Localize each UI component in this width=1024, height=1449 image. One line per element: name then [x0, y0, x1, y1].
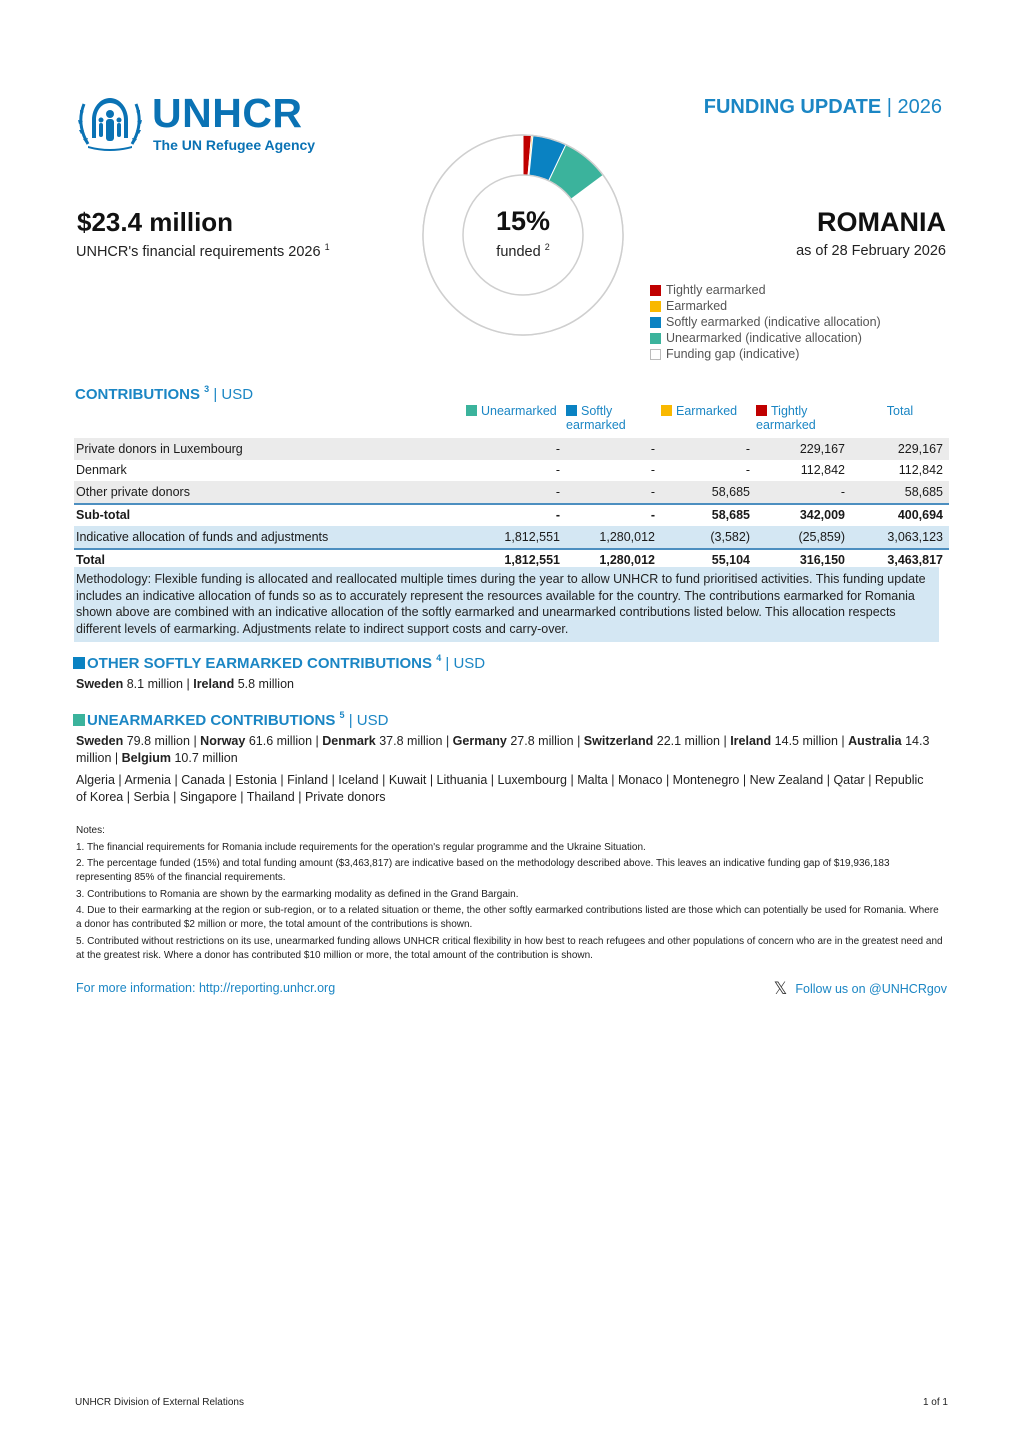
donor-name: Finland — [287, 773, 329, 787]
chart-legend — [650, 282, 881, 362]
separator: | — [864, 773, 875, 787]
follow-link[interactable] — [774, 979, 947, 999]
donor-entry — [322, 734, 442, 748]
donor-name: Monaco — [617, 773, 663, 787]
donor-name: Iceland — [338, 773, 379, 787]
separator: | — [739, 773, 750, 787]
donor-name: Ireland — [193, 677, 235, 691]
donor-amount: 14.5 million — [774, 734, 838, 748]
donor-name: Sweden — [76, 734, 124, 748]
legend-swatch — [650, 301, 661, 312]
softly-earmarked-title — [73, 655, 485, 672]
unhcr-emblem-icon — [74, 94, 146, 152]
table-row — [74, 504, 949, 527]
cell-value: 55,104 — [661, 549, 756, 572]
as-of-date: as of 28 February 2026 — [796, 243, 946, 259]
separator: | — [607, 773, 618, 787]
note-item: 1. The financial requirements for Romania include requirements for the operation's regular programme and the Ukraine Situation. — [76, 841, 646, 853]
table-row — [74, 460, 949, 482]
cell-value: - — [661, 460, 756, 482]
donor-entry — [730, 734, 838, 748]
donor-entry — [76, 677, 183, 691]
cell-value: (3,582) — [661, 526, 756, 549]
donor-amount: 79.8 million — [126, 734, 190, 748]
donor-name: Algeria — [76, 773, 115, 787]
cell-value: 58,685 — [851, 481, 949, 504]
cell-value: 1,812,551 — [466, 549, 566, 572]
cell-value: 229,167 — [851, 438, 949, 460]
cell-value: 3,063,123 — [851, 526, 949, 549]
cell-value: - — [566, 504, 661, 527]
cell-value: 3,463,817 — [851, 549, 949, 572]
donor-name: Luxembourg — [497, 773, 567, 787]
separator: | — [328, 773, 339, 787]
cell-value: 112,842 — [851, 460, 949, 482]
table-row — [74, 481, 949, 504]
legend-item-softly-earmarked — [650, 314, 881, 330]
donor-name: Armenia — [124, 773, 171, 787]
separator: | — [276, 773, 288, 787]
donor-name: Denmark — [322, 734, 376, 748]
more-info-link[interactable]: For more information: http://reporting.unhcr.org — [76, 981, 336, 995]
cell-value: 58,685 — [661, 504, 756, 527]
contributions-title-text: CONTRIBUTIONS — [75, 386, 200, 403]
donor-name: Malta — [577, 773, 608, 787]
donor-entry — [584, 734, 720, 748]
legend-swatch — [650, 333, 661, 344]
column-label: Unearmarked — [481, 404, 557, 418]
cell-value: 342,009 — [756, 504, 851, 527]
donor-amount: 22.1 million — [656, 734, 720, 748]
row-label: Denmark — [74, 460, 466, 482]
footer-division: UNHCR Division of External Relations — [75, 1397, 244, 1408]
column-header — [74, 404, 466, 438]
donor-amount: 27.8 million — [510, 734, 574, 748]
donor-amount: 10.7 million — [174, 751, 238, 765]
donor-name: Qatar — [833, 773, 865, 787]
requirements-label-text: UNHCR's financial requirements 2026 — [76, 244, 321, 260]
table-row — [74, 438, 949, 460]
row-label: Sub-total — [74, 504, 466, 527]
donor-name: New Zealand — [749, 773, 824, 787]
funded-label-text: funded — [496, 244, 541, 260]
funding-update-title — [704, 96, 942, 119]
separator: | — [573, 734, 584, 748]
unearmarked-unit: | USD — [348, 712, 389, 729]
cell-value: 1,280,012 — [566, 549, 661, 572]
softly-unit: | USD — [445, 655, 486, 672]
requirements-amount: $23.4 million — [77, 207, 234, 237]
separator: | — [487, 773, 498, 787]
percent-funded: 15% — [495, 206, 551, 236]
donor-entry — [453, 734, 574, 748]
donor-amount: 5.8 million — [237, 677, 294, 691]
requirements-label — [76, 244, 330, 260]
column-header — [851, 404, 949, 438]
legend-label: Tightly earmarked — [666, 283, 766, 297]
cell-value: 316,150 — [756, 549, 851, 572]
separator: | — [378, 773, 389, 787]
contributions-title — [75, 386, 253, 403]
donor-name: Estonia — [235, 773, 277, 787]
row-label: Other private donors — [74, 481, 466, 504]
donor-name: Belgium — [121, 751, 171, 765]
donor-name: Germany — [452, 734, 507, 748]
methodology-note: Methodology: Flexible funding is allocated and reallocated multiple times during the year to allow UNHCR to fund prioritised activities. This funding update includes an indicative allocation of funds so as to accurately represent the resources available for the country. The contributions earmarked for Romania shown above are combined with an indicative allocation of the softly earmarked and unearmarked contributions listed below. This allocation respects different levels of earmarking. Adjustments relate to indirect support costs and carry-over. — [74, 567, 939, 642]
cell-value: 58,685 — [661, 481, 756, 504]
unearmarked-major-donors — [76, 733, 936, 767]
funding-year: 2026 — [897, 96, 942, 118]
unearmarked-footnote-ref: 5 — [339, 710, 345, 720]
unearmarked-swatch — [73, 714, 85, 726]
legend-label: Earmarked — [666, 299, 728, 313]
donor-name: Private donors — [304, 790, 386, 804]
funding-update-label: FUNDING UPDATE — [703, 96, 882, 118]
follow-text[interactable]: Follow us on @UNHCRgov — [795, 982, 947, 996]
legend-swatch — [650, 349, 661, 360]
donor-name: Singapore — [179, 790, 237, 804]
funded-label — [463, 244, 583, 260]
cell-value: 229,167 — [756, 438, 851, 460]
separator: | — [719, 734, 731, 748]
column-swatch — [756, 405, 767, 416]
separator: | — [111, 751, 122, 765]
donor-entry — [193, 677, 294, 691]
cell-value: - — [466, 460, 566, 482]
donor-name: Serbia — [133, 790, 170, 804]
note-item: 5. Contributed without restrictions on its use, unearmarked funding allows UNHCR critical flexibility in how best to reach refugees and other populations of concern who are in the greatest need and at the greatest risk. Where a donor has contributed $10 million or more, the total amount of the contribution is shown. — [76, 935, 943, 961]
column-header — [661, 404, 756, 438]
cell-value: - — [661, 438, 756, 460]
donor-name: Lithuania — [436, 773, 488, 787]
donor-name: Australia — [848, 734, 902, 748]
separator: | — [114, 773, 125, 787]
notes-heading: Notes: — [76, 825, 105, 836]
legend-label: Unearmarked (indicative allocation) — [666, 331, 862, 345]
softly-earmarked-donors — [76, 677, 294, 691]
donor-name: Canada — [181, 773, 225, 787]
separator: | — [183, 677, 194, 691]
softly-earmarked-swatch — [73, 657, 85, 669]
column-swatch — [661, 405, 672, 416]
unearmarked-title-text: UNEARMARKED CONTRIBUTIONS — [87, 712, 336, 729]
separator: | — [426, 773, 437, 787]
separator: | — [123, 790, 134, 804]
column-header — [566, 404, 661, 438]
title-separator: | — [886, 96, 892, 118]
cell-value: - — [466, 438, 566, 460]
legend-swatch — [650, 317, 661, 328]
softly-earmarked-title-text: OTHER SOFTLY EARMARKED CONTRIBUTIONS — [87, 655, 433, 672]
cell-value: - — [756, 481, 851, 504]
contributions-unit: | USD — [213, 386, 254, 403]
legend-label: Funding gap (indicative) — [666, 347, 800, 361]
cell-value: - — [566, 481, 661, 504]
requirements-footnote-ref: 1 — [324, 242, 330, 252]
donor-amount: 14.3 million — [76, 734, 930, 765]
separator: | — [662, 773, 673, 787]
donor-entry — [76, 734, 190, 748]
country-name: ROMANIA — [817, 207, 946, 237]
legend-swatch — [650, 285, 661, 296]
separator: | — [442, 734, 453, 748]
column-swatch — [566, 405, 577, 416]
donor-name: Sweden — [76, 677, 124, 691]
separator: | — [567, 773, 578, 787]
row-label: Private donors in Luxembourg — [74, 438, 466, 460]
cell-value: - — [466, 481, 566, 504]
column-label: Softly earmarked — [566, 404, 626, 432]
note-item: 2. The percentage funded (15%) and total funding amount ($3,463,817) are indicative based on the methodology described above. This leaves an indicative funding gap of $19,936,183 representing 85% of the financial requirements. — [76, 858, 890, 883]
separator: | — [236, 790, 247, 804]
x-twitter-icon: 𝕏 — [773, 979, 788, 999]
separator: | — [823, 773, 834, 787]
cell-value: (25,859) — [756, 526, 851, 549]
softly-footnote-ref: 4 — [436, 653, 442, 663]
note-item: 3. Contributions to Romania are shown by the earmarking modality as defined in the Grand Bargain. — [76, 888, 519, 900]
donor-amount: 8.1 million — [126, 677, 184, 691]
donor-name: Norway — [200, 734, 246, 748]
donor-entry — [122, 751, 238, 765]
column-swatch — [466, 405, 477, 416]
donor-entry — [200, 734, 312, 748]
logo-wordmark: UNHCR — [152, 90, 303, 136]
donor-name: Thailand — [246, 790, 295, 804]
legend-item-earmarked — [650, 298, 881, 314]
logo-tagline: The UN Refugee Agency — [153, 137, 316, 153]
funded-footnote-ref: 2 — [544, 242, 550, 252]
separator: | — [189, 734, 201, 748]
column-header — [756, 404, 851, 438]
separator: | — [837, 734, 849, 748]
table-row — [74, 526, 949, 549]
cell-value: 112,842 — [756, 460, 851, 482]
column-label: Total — [886, 404, 914, 418]
donor-name: Kuwait — [388, 773, 427, 787]
donor-name: Ireland — [730, 734, 772, 748]
legend-item-funding-gap — [650, 346, 881, 362]
unearmarked-title — [73, 712, 388, 729]
page-number: 1 of 1 — [922, 1397, 948, 1408]
legend-item-tightly-earmarked — [650, 282, 881, 298]
separator: | — [224, 773, 236, 787]
cell-value: 400,694 — [851, 504, 949, 527]
notes-section — [76, 824, 946, 965]
row-label: Indicative allocation of funds and adjustments — [74, 526, 466, 549]
separator: | — [294, 790, 305, 804]
legend-item-unearmarked — [650, 330, 881, 346]
column-label: Earmarked — [676, 404, 738, 418]
cell-value: - — [466, 504, 566, 527]
separator: | — [169, 790, 180, 804]
contributions-footnote-ref: 3 — [204, 384, 210, 394]
donor-name: Republic of Korea — [76, 773, 924, 804]
legend-label: Softly earmarked (indicative allocation) — [666, 315, 881, 329]
note-item: 4. Due to their earmarking at the region or sub-region, or to a related situation or theme, the other softly earmarked contributions listed are those which can potentially be used for Romania. Where a donor has contributed $2 million or more, the total amount of the contributions is shown. — [76, 905, 939, 930]
cell-value: 1,280,012 — [566, 526, 661, 549]
donor-amount: 37.8 million — [379, 734, 443, 748]
donor-name: Switzerland — [583, 734, 654, 748]
cell-value: 1,812,551 — [466, 526, 566, 549]
unhcr-logo — [74, 90, 334, 156]
separator: | — [170, 773, 182, 787]
donor-amount: 61.6 million — [248, 734, 313, 748]
contributions-header-row — [74, 404, 949, 438]
contributions-table — [74, 404, 949, 571]
donor-name: Montenegro — [672, 773, 740, 787]
column-label: Tightly earmarked — [756, 404, 816, 432]
row-label: Total — [74, 549, 466, 572]
separator: | — [312, 734, 323, 748]
cell-value: - — [566, 438, 661, 460]
unearmarked-other-donors — [76, 772, 936, 806]
column-header — [466, 404, 566, 438]
cell-value: - — [566, 460, 661, 482]
